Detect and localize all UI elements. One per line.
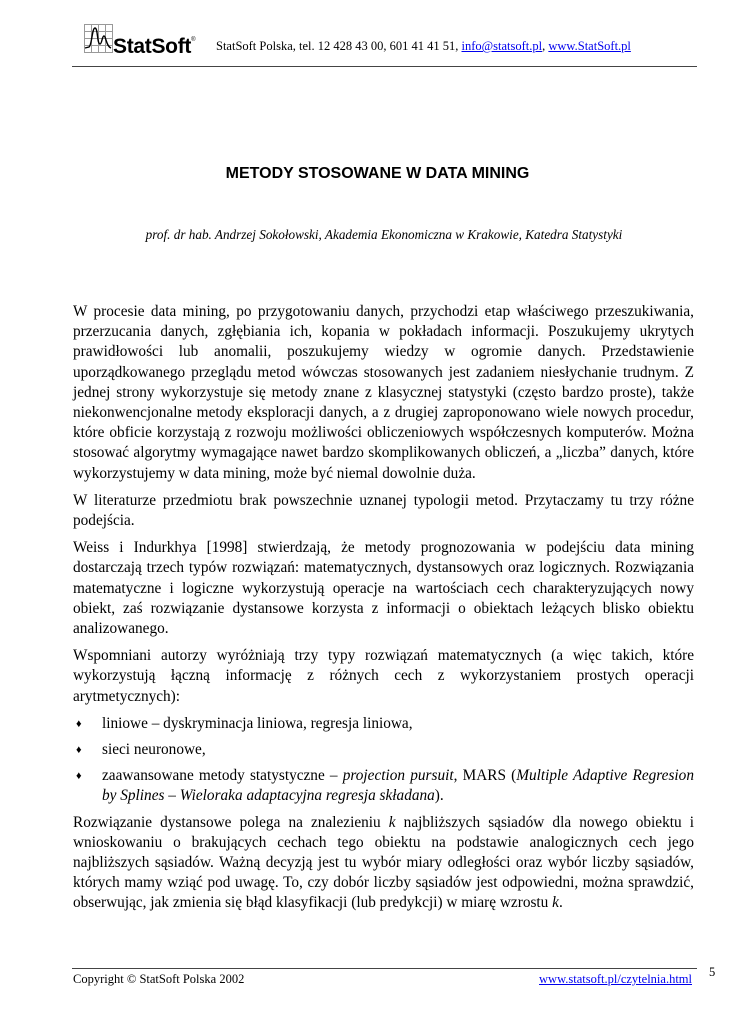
header-divider xyxy=(72,66,697,67)
contact-info xyxy=(216,39,631,54)
paragraph-text: najbliższych sąsiadów dla nowego obiektu i wnioskowaniu o brakujących cechach tego obiektu na podstawie analogicznych cech jego najbliższych sąsiadów. Ważną decyzją jest tu wybór miary odległości oraz wybór liczby sąsiadów, których mamy wziąć pod uwagę. To, czy dobór liczby sąsiadów jest odpowiedni, można sprawdzić, obserwując, jak zmienia się błąd klasyfikacji (lub predykcji) w miarę wzrostu xyxy=(73,813,694,912)
variable-k: k xyxy=(552,894,559,912)
paragraph: Wspomniani autorzy wyróżniają trzy typy rozwiązań matematycznych (a więc takich, które wykorzystują łączną informację z różnych cech z wykorzystaniem prostych operacji arytmetycznych): xyxy=(73,647,694,705)
logo-wordmark xyxy=(113,35,195,59)
document-body xyxy=(73,302,694,921)
list-item-text: , MARS ( xyxy=(453,767,517,785)
chart-logo-icon xyxy=(84,24,113,53)
document-title: METODY STOSOWANE W DATA MINING xyxy=(225,165,530,182)
list-item-text: zaawansowane metody statystyczne – xyxy=(102,767,343,785)
page-header xyxy=(72,22,696,66)
diamond-bullet-icon: ♦ xyxy=(76,717,82,730)
email-link[interactable]: info@statsoft.pl xyxy=(461,39,543,53)
paragraph: Weiss i Indurkhya [1998] stwierdzają, że metody prognozowania w podejściu data mining dostarczają trzech typów rozwiązań: matematycznych, dystansowych oraz logicznych. Rozwiązania matematyczne i logiczne wykorzystują operacje na wartościach cech charakteryzujących nowy obiekt, zaś rozwiązanie dystansowe korzysta z informacji o obiektach leżących blisko obiektu analizowanego. xyxy=(73,539,694,638)
paragraph xyxy=(73,813,694,914)
list-item-text: ). xyxy=(434,787,444,805)
footer-divider xyxy=(72,968,697,969)
paragraph: W procesie data mining, po przygotowaniu danych, przychodzi etap właściwego przeszukiwania, przerzucania danych, zgłębiania ich, kopania w pokładach informacji. Poszukujemy ukrytych prawidłowości lub anomalii, poszukujemy wiedzy w ogromie danych. Przedstawienie uporządkowanego przeglądu metod wówczas stosowanych jest zadaniem niesłychanie trudnym. Z jednej strony wykorzystuje się metody znane z klasycznej statystyki (często bardzo proste), także niekonwencjonalne metody eksploracji danych, a z drugiej zaproponowano wiele nowych procedur, które obficie korzystają z rozwoju możliwości obliczeniowych współczesnych komputerów. Można stosować algorytmy wymagające nawet bardzo skomplikowanych obliczeń, a „liczba” danych, które wykorzystujemy w data mining, może być niemal dowolnie duża. xyxy=(73,303,694,482)
list-item-text: sieci neuronowe, xyxy=(102,741,206,759)
paragraph-text: . xyxy=(558,894,563,912)
methods-list xyxy=(73,714,694,807)
list-item-text: liniowe – dyskryminacja liniowa, regresja liniowa, xyxy=(102,714,413,732)
author-line: prof. dr hab. Andrzej Sokołowski, Akademia Ekonomiczna w Krakowie, Katedra Statystyki xyxy=(145,227,623,242)
italic-term: projection pursuit xyxy=(342,767,454,785)
copyright-text: Copyright © StatSoft Polska 2002 xyxy=(73,972,245,986)
italic-term: Multiple Adaptive Regresion by Splines – Wieloraka adaptacyjna regresja składana xyxy=(102,767,694,805)
diamond-bullet-icon: ♦ xyxy=(76,770,82,783)
list-item xyxy=(73,740,694,760)
contact-text: StatSoft Polska, tel. 12 428 43 00, 601 41 41 51, xyxy=(216,39,462,53)
paragraph-text: Rozwiązanie dystansowe polega na znalezieniu xyxy=(73,813,389,831)
page-number: 5 xyxy=(709,965,716,979)
reading-room-link[interactable]: www.statsoft.pl/czytelnia.html xyxy=(539,972,692,986)
registered-mark: ® xyxy=(191,37,196,43)
website-link[interactable]: www.StatSoft.pl xyxy=(548,39,631,53)
paragraph: W literaturze przedmiotu brak powszechnie uznanej typologii metod. Przytaczamy tu trzy różne podejścia. xyxy=(73,491,694,530)
variable-k: k xyxy=(388,813,396,831)
statsoft-logo xyxy=(84,24,204,62)
list-item xyxy=(73,766,694,806)
list-item xyxy=(73,714,694,734)
diamond-bullet-icon: ♦ xyxy=(76,744,82,757)
separator: , xyxy=(542,39,549,53)
logo-name: StatSoft xyxy=(113,35,192,58)
